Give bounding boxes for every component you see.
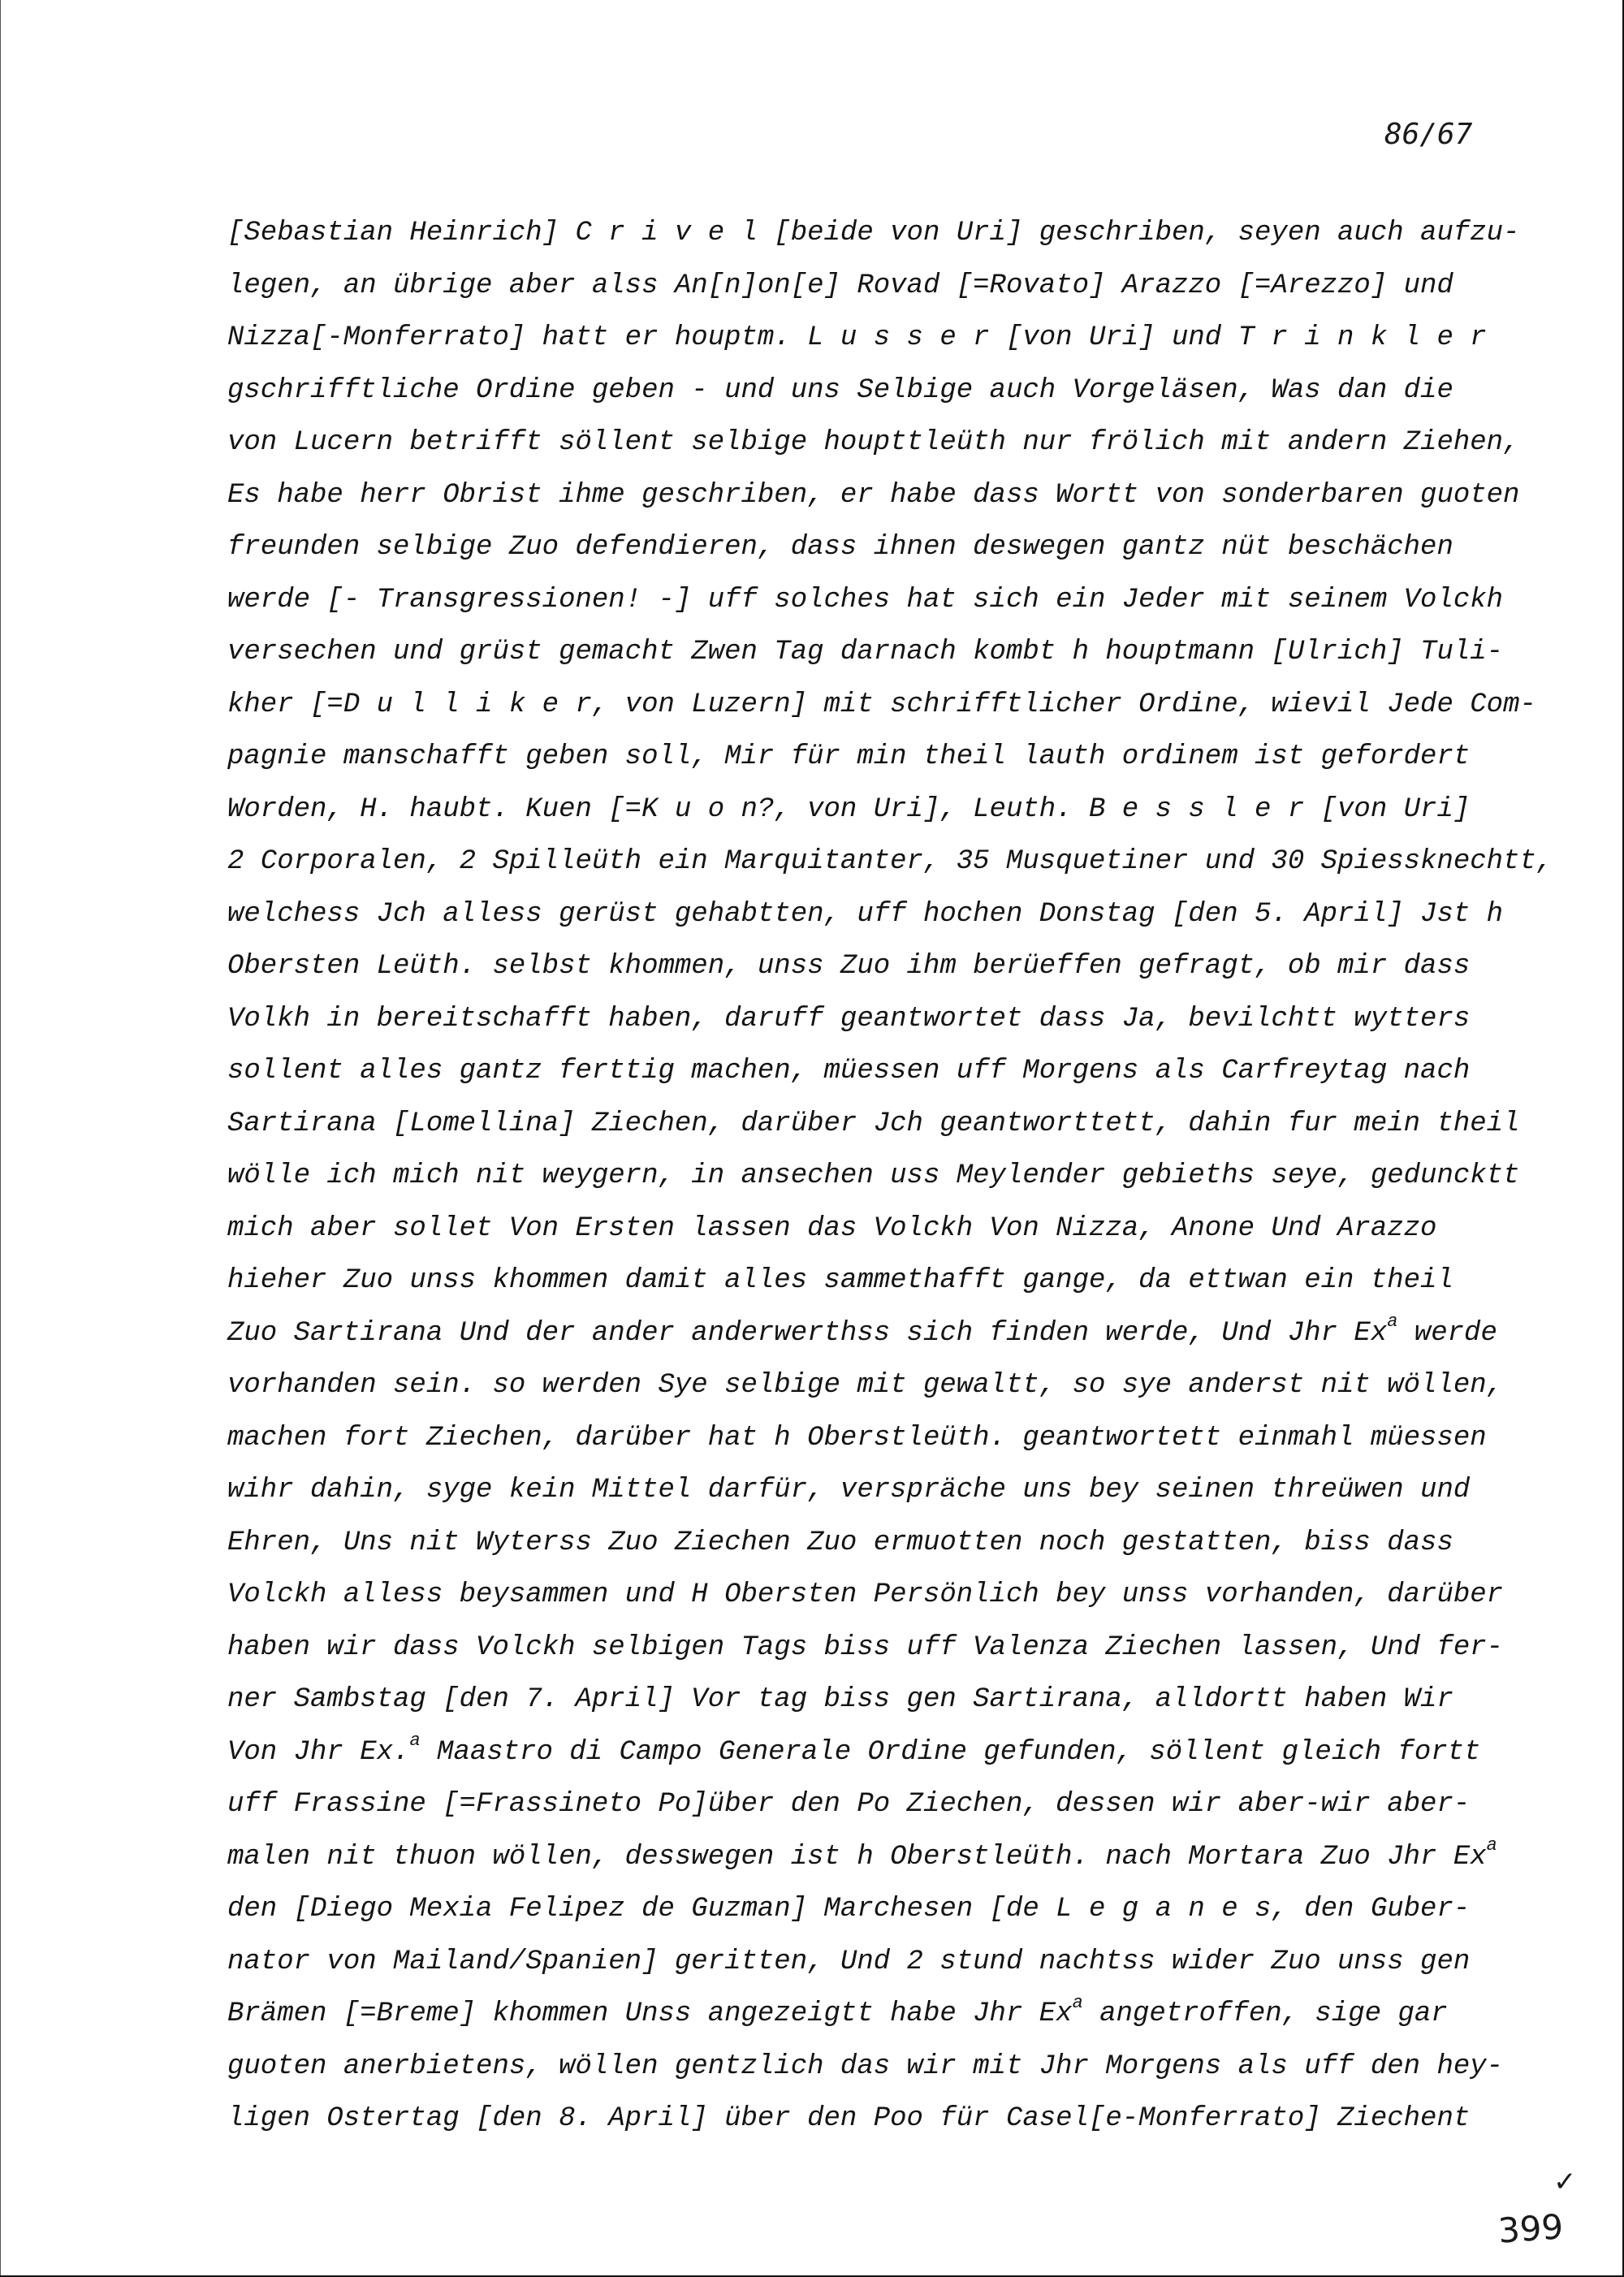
text-segment: Von Jhr Ex. <box>227 1736 410 1768</box>
text-line: nator von Mailand/Spanien] geritten, Und 2 stund nachtss wider Zuo unss gen <box>227 1946 1471 1977</box>
text-line: Worden, H. haubt. Kuen [=K u o n?, von Uri], Leuth. B e s s l e r [von Uri] <box>227 793 1471 825</box>
text-line: vorhanden sein. so werden Sye selbige mit gewaltt, so sye anderst nit wöllen, <box>227 1370 1504 1401</box>
text-line: wölle ich mich nit weygern, in ansechen uss Meylender gebieths seye, geduncktt <box>227 1160 1520 1191</box>
text-line <box>227 1988 1592 2041</box>
text-line: von Lucern betrifft söllent selbige houpttleüth nur frölich mit andern Ziehen, <box>227 427 1520 458</box>
text-line: 2 Corporalen, 2 Spilleüth ein Marquitanter, 35 Musquetiner und 30 Spiessknechtt, <box>227 846 1553 877</box>
text-line: machen fort Ziechen, darüber hat h Oberstleüth. geantwortett einmahl müessen <box>227 1422 1487 1454</box>
text-line: wihr dahin, syge kein Mittel darfür, verspräche uns bey seinen threüwen und <box>227 1475 1471 1506</box>
text-line: Volckh alless beysammen und H Obersten Persönlich bey unss vorhanden, darüber <box>227 1579 1504 1610</box>
text-line: versechen und grüst gemacht Zwen Tag darnach kombt h houptmann [Ulrich] Tuli- <box>227 637 1504 668</box>
page-number: 86/67 <box>1384 118 1473 151</box>
superscript: a <box>1486 1835 1497 1856</box>
text-segment: Zuo Sartirana Und der ander anderwerthss sich finden werde, Und Jhr Ex <box>227 1317 1388 1349</box>
page-edge-left <box>0 0 1 2277</box>
text-line: kher [=D u l l i k e r, von Luzern] mit schrifftlicher Ordine, wievil Jede Com- <box>227 689 1536 720</box>
text-line: Nizza[-Monferrato] hatt er houptm. L u s s e r [von Uri] und T r i n k l e r <box>227 322 1487 353</box>
text-segment: angetroffen, sige gar <box>1082 1998 1448 2029</box>
text-line <box>227 1307 1592 1360</box>
text-line: ner Sambstag [den 7. April] Vor tag biss gen Sartirana, alldortt haben Wir <box>227 1684 1453 1715</box>
text-line: den [Diego Mexia Felipez de Guzman] Marchesen [de L e g a n e s, den Guber- <box>227 1894 1471 1925</box>
text-segment: werde <box>1397 1317 1497 1349</box>
superscript: a <box>1387 1311 1398 1333</box>
handwritten-check-icon: ✓ <box>1553 2166 1577 2198</box>
text-line: pagnie manschafft geben soll, Mir für min theil lauth ordinem ist gefordert <box>227 741 1471 772</box>
text-line: Ehren, Uns nit Wyterss Zuo Ziechen Zuo ermuotten noch gestatten, biss dass <box>227 1527 1453 1558</box>
text-line: Sartirana [Lomellina] Ziechen, darüber Jch geantworttett, dahin fur mein theil <box>227 1108 1520 1139</box>
text-segment: Maastro di Campo Generale Ordine gefunden, söllent gleich fortt <box>420 1736 1481 1768</box>
text-line: guoten anerbietens, wöllen gentzlich das wir mit Jhr Morgens als uff den hey- <box>227 2050 1504 2082</box>
text-line: haben wir dass Volckh selbigen Tags biss uff Valenza Ziechen lassen, Und fer- <box>227 1631 1504 1663</box>
text-line <box>227 1831 1592 1884</box>
text-segment: Brämen [=Breme] khommen Unss angezeigtt habe Jhr Ex <box>227 1998 1073 2029</box>
text-line: gschrifftliche Ordine geben - und uns Selbige auch Vorgeläsen, Was dan die <box>227 374 1453 406</box>
text-line: werde [- Transgressionen! -] uff solches hat sich ein Jeder mit seinem Volckh <box>227 584 1504 616</box>
text-line <box>227 1726 1592 1779</box>
superscript: a <box>1072 1992 1083 2013</box>
text-line: freunden selbige Zuo defendieren, dass ihnen deswegen gantz nüt beschächen <box>227 532 1453 563</box>
text-segment: malen nit thuon wöllen, desswegen ist h Oberstleüth. nach Mortara Zuo Jhr Ex <box>227 1841 1487 1873</box>
text-line: uff Frassine [=Frassineto Po]über den Po Ziechen, dessen wir aber-wir aber- <box>227 1789 1471 1820</box>
text-line: hieher Zuo unss khommen damit alles sammethafft gange, da ettwan ein theil <box>227 1265 1453 1296</box>
text-line: welchess Jch alless gerüst gehabtten, uff hochen Donstag [den 5. April] Jst h <box>227 898 1504 930</box>
handwritten-folio-number: 399 <box>1497 2206 1565 2251</box>
text-line: Es habe herr Obrist ihme geschriben, er habe dass Wortt von sonderbaren guoten <box>227 479 1520 511</box>
text-line: mich aber sollet Von Ersten lassen das Volckh Von Nizza, Anone Und Arazzo <box>227 1212 1437 1244</box>
text-line: sollent alles gantz ferttig machen, müessen uff Morgens als Carfreytag nach <box>227 1056 1471 1087</box>
text-line: ligen Ostertag [den 8. April] über den Poo für Casel[e-Monferrato] Ziechent <box>227 2103 1471 2134</box>
text-line: Volkh in bereitschafft haben, daruff geantwortet dass Ja, bevilchtt wytters <box>227 1003 1471 1035</box>
transcription-text <box>227 207 1592 2145</box>
text-line: Obersten Leüth. selbst khommen, unss Zuo ihm berüeffen gefragt, ob mir dass <box>227 951 1471 982</box>
text-line: [Sebastian Heinrich] C r i v e l [beide von Uri] geschriben, seyen auch aufzu- <box>227 218 1520 248</box>
superscript: a <box>409 1730 421 1752</box>
text-line: legen, an übrige aber alss An[n]on[e] Rovad [=Rovato] Arazzo [=Arezzo] und <box>227 270 1453 301</box>
